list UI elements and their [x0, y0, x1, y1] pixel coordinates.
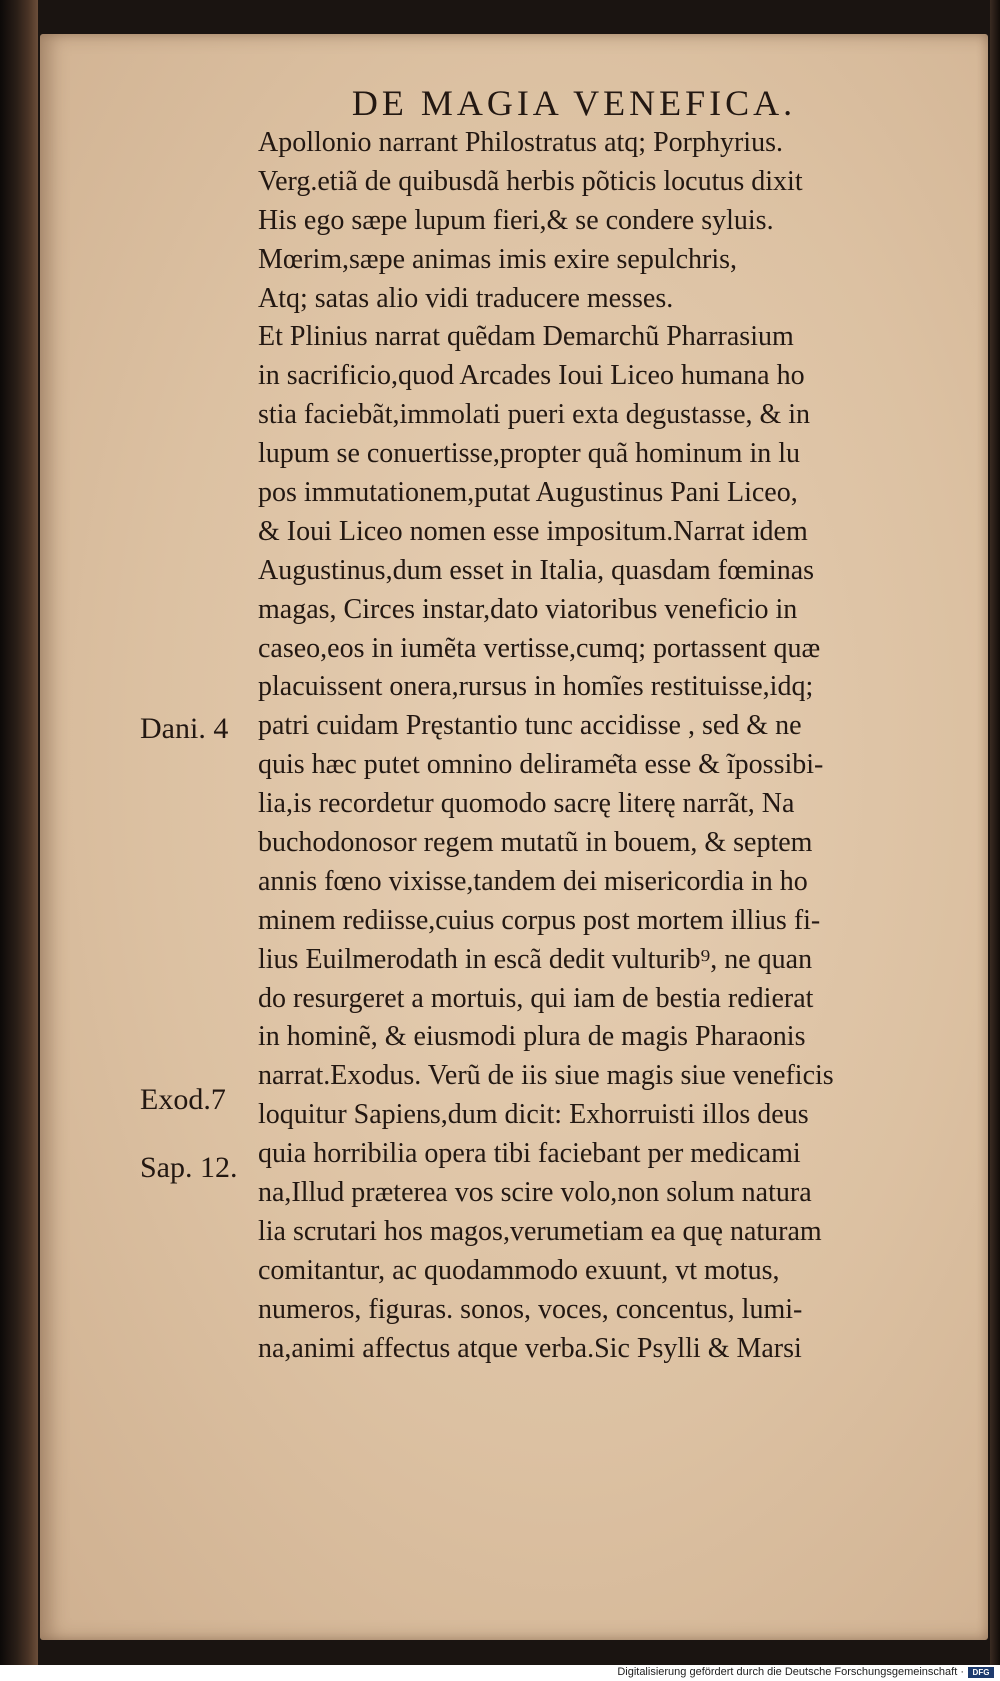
- text-line: His ego sæpe lupum fieri,& se condere syluis.: [258, 204, 774, 236]
- text-line: loquitur Sapiens,dum dicit: Exhorruisti illos deus: [258, 1099, 809, 1131]
- text-line: lius Euilmerodath in escã dedit vulturib⁹, ne quan: [258, 943, 813, 975]
- text-line: lupum se conuertisse,propter quã hominum in lu: [258, 438, 801, 470]
- text-line: stia faciebãt,immolati pueri exta degustasse, & in: [258, 399, 811, 431]
- margin-note-exod: Exod.7: [140, 1083, 226, 1116]
- text-line: pos immutationem,putat Augustinus Pani Liceo,: [258, 477, 798, 509]
- text-line: do resurgeret a mortuis, qui iam de bestia redierat: [258, 982, 814, 1014]
- text-line: Atq; satas alio vidi traducere messes.: [258, 282, 674, 314]
- text-line: annis fœno vixisse,tandem dei misericordia in ho: [258, 865, 808, 897]
- text-line: in sacrificio,quod Arcades Ioui Liceo humana ho: [258, 360, 805, 392]
- text-line: buchodonosor regem mutatũ in bouem, & septem: [258, 827, 813, 859]
- text-line: Mœrim,sæpe animas imis exire sepulchris,: [258, 243, 738, 275]
- text-line: lia,is recordetur quomodo sacrę literę narrãt, Na: [258, 788, 795, 820]
- text-line: na,Illud prӕterea vos scire volo,non solum natura: [258, 1177, 812, 1209]
- text-line: Augustinus,dum esset in Italia, quasdam fœminas: [258, 554, 815, 586]
- page-edge: [990, 0, 1000, 1665]
- running-title: [40, 82, 988, 124]
- digitization-footer: [0, 1665, 1000, 1681]
- running-title-text: DE MAGIA VENEFICA.: [351, 83, 797, 123]
- text-line: Apollonio narrant Philostratus atq; Porphyrius.: [258, 127, 783, 158]
- book-binding: [0, 0, 38, 1665]
- text-line: patri cuidam Pręstantio tunc accidisse , sed & ne: [258, 710, 802, 742]
- text-line: magas, Circes instar,dato viatoribus veneficio in: [258, 593, 798, 625]
- dfg-logo: DFG: [968, 1667, 994, 1678]
- text-line: in hominẽ, & eiusmodi plura de magis Pharaonis: [258, 1021, 806, 1053]
- text-line: placuissent onera,rursus in homĩes restituisse,idq;: [258, 671, 814, 703]
- text-line: narrat.Exodus. Verũ de iis siue magis siue veneficis: [258, 1060, 834, 1092]
- text-line: caseo,eos in iumẽta vertisse,cumq; portassent quæ: [258, 632, 821, 664]
- margin-note-dani: Dani. 4: [140, 712, 229, 745]
- margin-note-sap: Sap. 12.: [140, 1151, 238, 1184]
- text-line: Et Plinius narrat quẽdam Demarchũ Pharrasium: [258, 321, 794, 353]
- body-text: [258, 124, 978, 1369]
- text-line: lia scrutari hos magos,verumetiam ea quę naturam: [258, 1215, 822, 1247]
- footer-credit: Digitalisierung gefördert durch die Deutsche Forschungsgemeinschaft ·: [617, 1666, 964, 1678]
- text-line: quia horribilia opera tibi faciebant per medicami: [258, 1138, 801, 1170]
- text-line: Verg.etiã de quibusdã herbis põticis locutus dixit: [258, 165, 803, 197]
- text-line: minem rediisse,cuius corpus post mortem illius fi-: [258, 904, 821, 936]
- text-line: comitantur, ac quodammodo exuunt, vt motus,: [258, 1254, 780, 1286]
- text-line: numeros, figuras. sonos, voces, concentus, lumi-: [258, 1293, 803, 1325]
- text-line: & Ioui Liceo nomen esse impositum.Narrat idem: [258, 515, 808, 547]
- text-line: na,animi affectus atque verba.Sic Psylli & Marsi: [258, 1332, 802, 1364]
- text-line: quis hæc putet omnino delirame͂ta esse & ĩpossibi-: [258, 749, 824, 781]
